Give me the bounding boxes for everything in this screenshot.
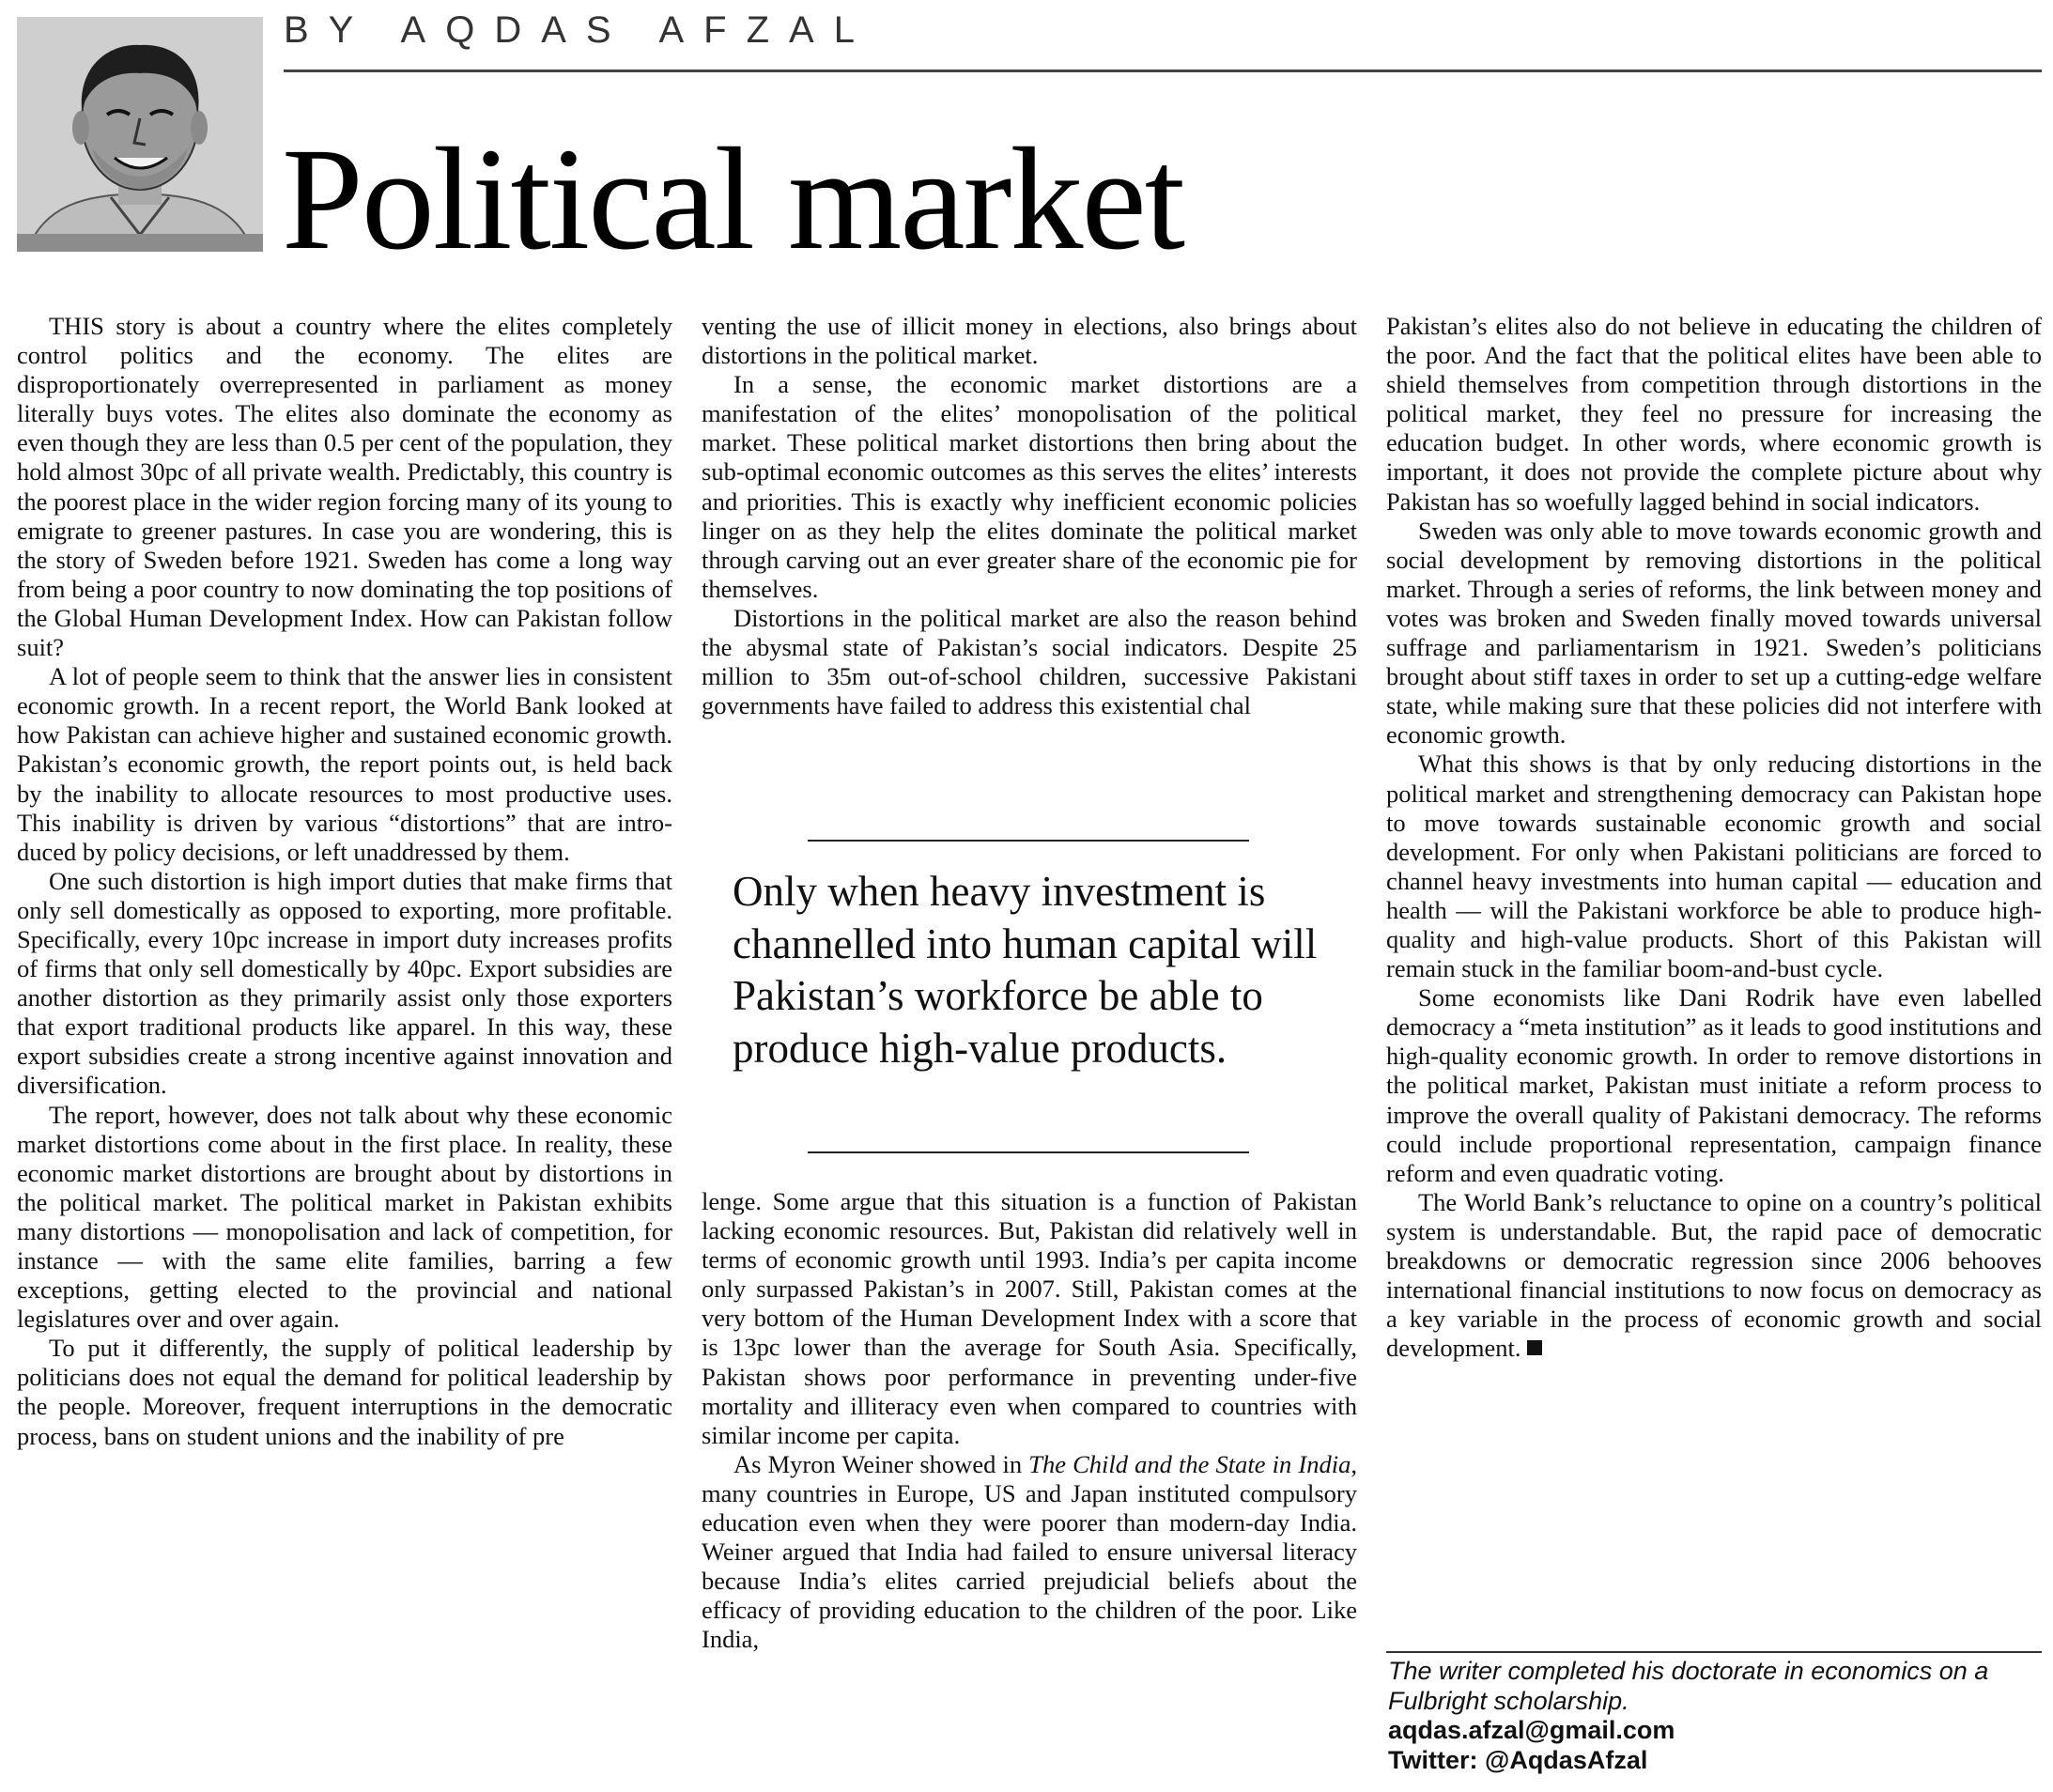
paragraph: lenge. Some argue that this situation is a function of Pakistan lacking economic resources. But, Pakistan did relatively well in terms of economic growth until 1993. India’s per capita income only surpassed Pakistan’s in 2007. Still, Pakistan comes at the very bottom of the Human Development Index with a score that is 13pc lower than the average for South Asia. Specifically, Pakistan shows poor performance in preventing under-five mortality and illiteracy even when compared to countries with similar income per capita. [702,1187,1357,1449]
author-bio [1388,1657,2045,1775]
pull-quote-rule-bottom [808,1151,1249,1153]
author-photo [17,17,263,252]
paragraph: venting the use of illicit money in elections, also brings about distortions in the political market. [702,312,1357,370]
author-twitter: Twitter: @AqdasAfzal [1388,1745,1648,1774]
pull-quote-rule-top [808,840,1249,842]
headline: Political market [282,117,1184,280]
paragraph: What this shows is that by only reducing distortions in the political market and strengthening democracy can Pakistan hope to move towards sustainable economic growth and social development. For only when Pakistani politicians are forced to channel heavy investments into human capital — education and health — will the Pakistani workforce be able to produce high-quality and high-value products. Short of this Pakistan will remain stuck in the familiar boom-and-bust cycle. [1386,749,2042,983]
article-column-2-bottom [702,1187,1357,1655]
article-column-2-top [702,312,1357,720]
bio-rule [1386,1651,2042,1653]
paragraph: Distortions in the political market are also the reason behind the abysmal state of Pakistan’s social indicators. Despite 25 million to 35m out-of-school children, successive Pakistani governments have failed to address this existential chal [702,603,1357,720]
weiner-rest: , many countries in Europe, US and Japan instituted compulsory education even when they were poorer than modern-day India. Weiner argued that India had failed to ensure universal literacy because India’s elites carried prejudicial beliefs about the efficacy of providing education to the children of the poor. Like India, [702,1449,1357,1654]
paragraph-weiner [702,1450,1357,1655]
article-column-1 [17,312,672,1451]
bio-note: The writer completed his doctorate in economics on a Fulbright scholarship. [1388,1657,1989,1715]
author-portrait [17,17,263,252]
final-text: The World Bank’s reluctance to opine on a country’s political system is understandable. But, the rapid pace of democratic breakdowns or democratic regression since 2006 behooves international financial institutions to now focus on democracy as a key variable in the process of economic growth and social development. [1386,1187,2042,1363]
paragraph: In a sense, the economic market distortions are a manifestation of the elites’ monopolisation of the political market. These political market distortions then bring about the sub-optimal economic outcomes as this serves the elites’ interests and priorities. This is exactly why inefficient economic policies linger on as they help the elites dominate the political market through carving out an ever greater share of the economic pie for themselves. [702,370,1357,603]
book-title: The Child and the State in India [1028,1449,1351,1478]
author-email: aqdas.afzal@gmail.com [1388,1716,1675,1744]
byline: BY AQDAS AFZAL [284,9,874,51]
byline-rule [284,70,2042,72]
paragraph: The report, however, does not talk about why these economic market distortions come about in the first place. In reality, these economic market distortions are brought about by distortions in the political market. The political market in Pakistan exhibits many distortions — monopolisation and lack of competition, for instance — with the same elite families, barring a few exceptions, getting elected to the provincial and national legislatures over and over again. [17,1100,672,1334]
article-column-3 [1386,312,2042,1363]
paragraph: A lot of people seem to think that the answer lies in consistent economic growth. In a recent report, the World Bank looked at how Pakistan can achieve higher and sustained economic growth. Pakistan’s economic growth, the report points out, is held back by the inability to allocate resources to most productive uses. This inability is driven by various “distortions” that are introduced by policy decisions, or left unaddressed by them. [17,662,672,866]
pull-quote: Only when heavy investment is channelled into human capital will Pakistan’s workforce be able to produce high-value products. [733,868,1318,1072]
paragraph: One such distortion is high import duties that make firms that only sell domestically as opposed to exporting, more profitable. Specifically, every 10pc increase in import duty increases profits of firms that only sell domestically by 40pc. Export subsidies are another distortion as they primarily assist only those exporters that export traditional products like apparel. In this way, these export subsidies create a strong incentive against innovation and diversification. [17,866,672,1100]
paragraph: THIS story is about a country where the elites completely control politics and the economy. The elites are disproportionately overrepresented in parliament as money literally buys votes. The elites also dominate the economy as even though they are less than 0.5 per cent of the population, they hold almost 30pc of all private wealth. Predictably, this country is the poorest place in the wider region forcing many of its young to emigrate to greener pastures. In case you are wondering, this is the story of Sweden before 1921. Sweden has come a long way from being a poor country to now dominating the top positions of the Global Human Development Index. How can Pakistan follow suit? [17,312,672,662]
paragraph: Pakistan’s elites also do not believe in educating the children of the poor. And the fact that the political elites have been able to shield themselves from competition through distortions in the political market, they feel no pressure for increasing the education budget. In other words, where economic growth is important, it does not provide the complete picture about why Pakistan has so woefully lagged behind in social indicators. [1386,312,2042,516]
paragraph: To put it differently, the supply of political leadership by politicians does not equal the demand for political leadership by the people. Moreover, frequent interruptions in the democratic process, bans on student unions and the inability of pre [17,1334,672,1450]
weiner-lead: As Myron Weiner showed in [733,1449,1029,1478]
paragraph-final [1386,1188,2042,1364]
photo-accent-bar [17,234,263,252]
paragraph: Some economists like Dani Rodrik have even labelled democracy a “meta institution” as it leads to good institutions and high-quality economic growth. In order to remove distortions in the political market, Pakistan must initiate a reform process to improve the overall quality of Pakistani democracy. The reforms could include proportional representation, campaign finance reform and even quadratic voting. [1386,983,2042,1187]
paragraph: Sweden was only able to move towards economic growth and social development by removing distortions in the political market. Through a series of reforms, the link between money and votes was broken and Sweden finally moved towards universal suffrage and parliamentarism in 1921. Sweden’s politicians brought about stiff taxes in order to set up a cutting-edge welfare state, while making sure that these policies did not interfere with economic growth. [1386,516,2042,749]
end-of-article-mark [1527,1340,1542,1355]
